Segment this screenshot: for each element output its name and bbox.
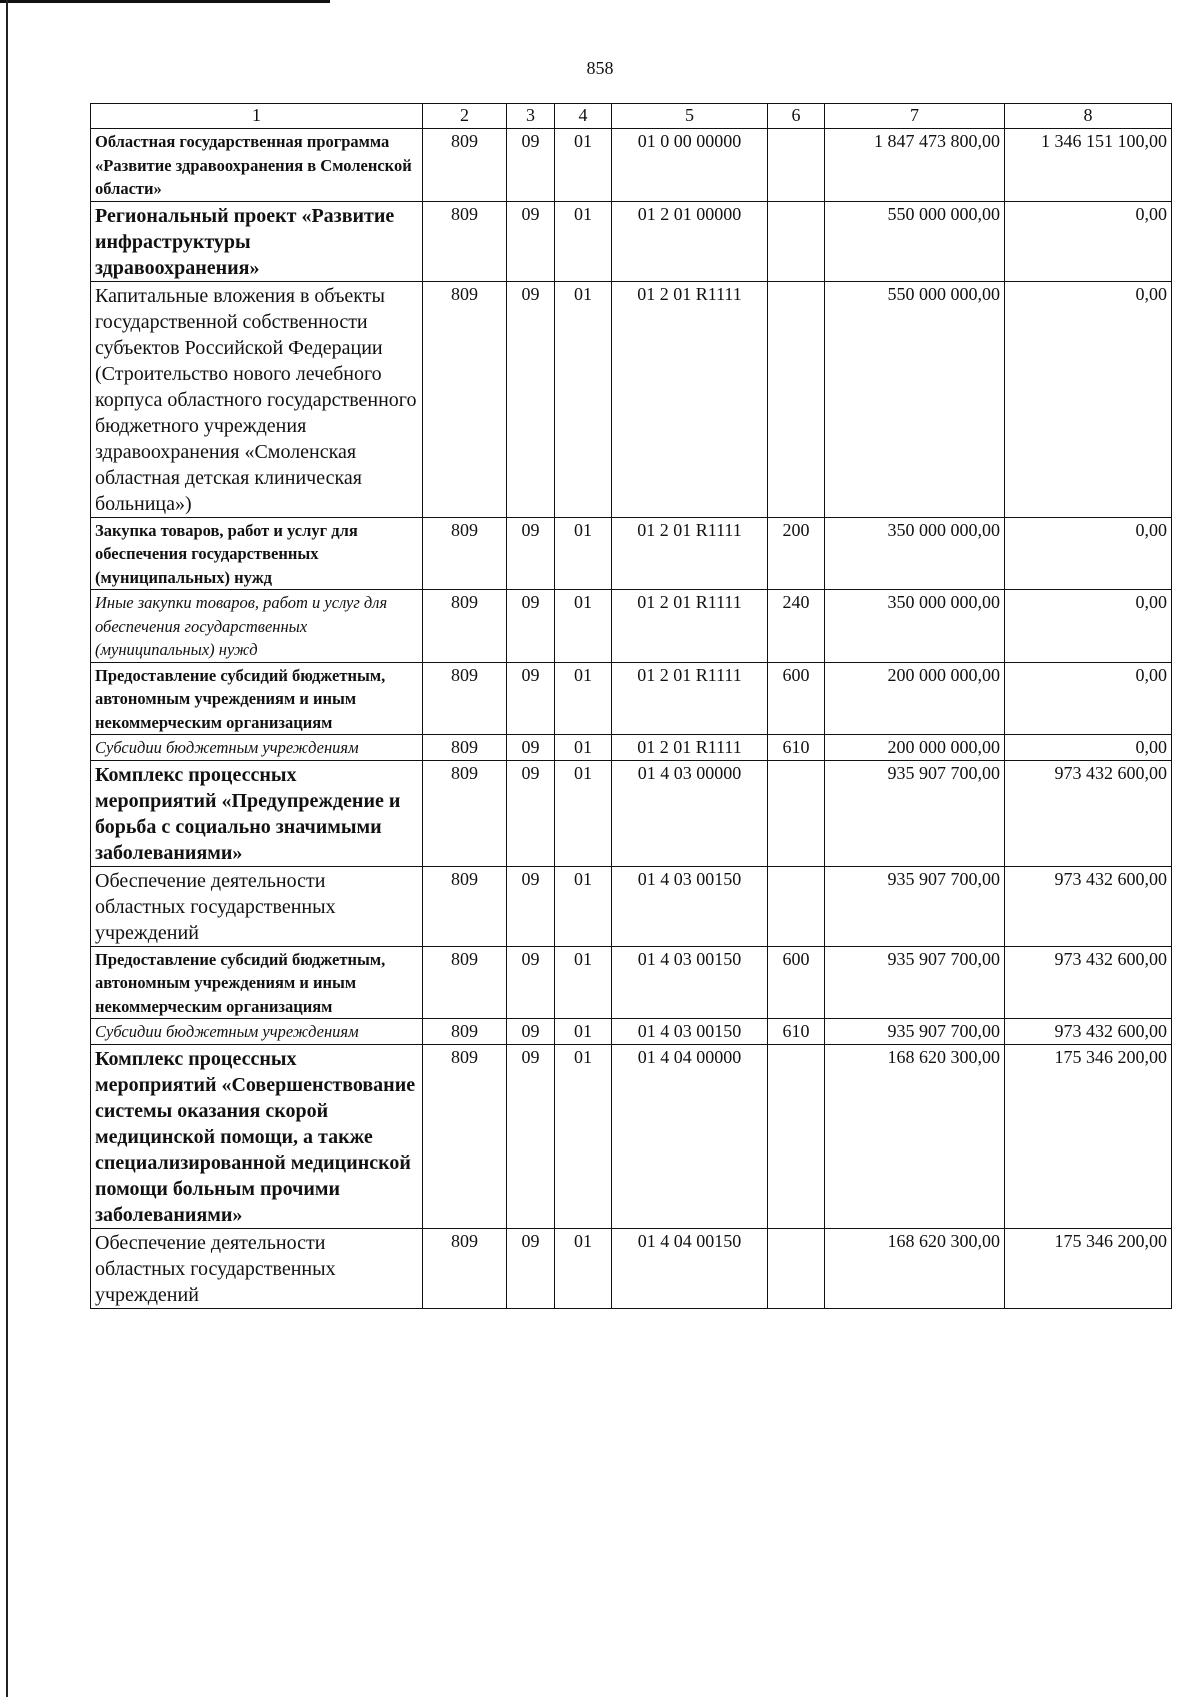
column-header: 2 (423, 104, 507, 129)
row-name-cell: Обеспечение деятельности областных государственных учреждений (91, 866, 423, 946)
scan-top-rule (0, 0, 330, 3)
amount-year-1-cell: 350 000 000,00 (825, 590, 1005, 663)
row-name-cell: Региональный проект «Развитие инфраструктуры здравоохранения» (91, 201, 423, 281)
target-item-cell: 01 2 01 R1111 (612, 735, 768, 761)
amount-year-2-cell: 0,00 (1005, 735, 1172, 761)
target-item-cell: 01 4 04 00150 (612, 1228, 768, 1308)
budget-table (90, 103, 1172, 1309)
amount-year-2-cell: 175 346 200,00 (1005, 1044, 1172, 1228)
amount-year-2-cell: 973 432 600,00 (1005, 760, 1172, 866)
target-item-cell: 01 4 03 00150 (612, 866, 768, 946)
expense-type-cell (768, 1228, 825, 1308)
target-item-cell: 01 4 03 00000 (612, 760, 768, 866)
ministry-code-cell: 809 (423, 1044, 507, 1228)
expense-type-cell: 600 (768, 662, 825, 735)
subsection-code-cell: 01 (555, 517, 612, 590)
subsection-code-cell: 01 (555, 1044, 612, 1228)
table-row (91, 517, 1172, 590)
expense-type-cell (768, 1044, 825, 1228)
row-name-cell: Областная государственная программа «Развитие здравоохранения в Смоленской области» (91, 129, 423, 202)
expense-type-cell (768, 201, 825, 281)
section-code-cell: 09 (507, 662, 555, 735)
table-row (91, 1019, 1172, 1045)
ministry-code-cell: 809 (423, 760, 507, 866)
target-item-cell: 01 4 03 00150 (612, 1019, 768, 1045)
ministry-code-cell: 809 (423, 517, 507, 590)
subsection-code-cell: 01 (555, 590, 612, 663)
section-code-cell: 09 (507, 760, 555, 866)
expense-type-cell: 200 (768, 517, 825, 590)
row-name-cell: Комплекс процессных мероприятий «Совершенствование системы оказания скорой медицинской помощи, а также специализированной медицинской помощи больным прочими заболеваниями» (91, 1044, 423, 1228)
expense-type-cell (768, 129, 825, 202)
amount-year-2-cell: 973 432 600,00 (1005, 946, 1172, 1019)
section-code-cell: 09 (507, 1228, 555, 1308)
section-code-cell: 09 (507, 1019, 555, 1045)
section-code-cell: 09 (507, 129, 555, 202)
subsection-code-cell: 01 (555, 1228, 612, 1308)
target-item-cell: 01 4 04 00000 (612, 1044, 768, 1228)
column-header: 6 (768, 104, 825, 129)
subsection-code-cell: 01 (555, 201, 612, 281)
row-name-cell: Капитальные вложения в объекты государственной собственности субъектов Российской Федерации (Строительство нового лечебного корпуса областного государственного бюджетного учреждения здравоохранения «Смоленская областная детская клиническая больница») (91, 281, 423, 517)
section-code-cell: 09 (507, 590, 555, 663)
column-header: 7 (825, 104, 1005, 129)
subsection-code-cell: 01 (555, 866, 612, 946)
column-header: 3 (507, 104, 555, 129)
table-row (91, 735, 1172, 761)
ministry-code-cell: 809 (423, 866, 507, 946)
table-row (91, 866, 1172, 946)
subsection-code-cell: 01 (555, 760, 612, 866)
column-header: 8 (1005, 104, 1172, 129)
row-name-cell: Субсидии бюджетным учреждениям (91, 735, 423, 761)
expense-type-cell (768, 760, 825, 866)
target-item-cell: 01 2 01 R1111 (612, 517, 768, 590)
ministry-code-cell: 809 (423, 590, 507, 663)
section-code-cell: 09 (507, 735, 555, 761)
row-name-cell: Предоставление субсидий бюджетным, автономным учреждениям и иным некоммерческим организациям (91, 946, 423, 1019)
table-row (91, 129, 1172, 202)
ministry-code-cell: 809 (423, 662, 507, 735)
table-row (91, 281, 1172, 517)
amount-year-1-cell: 935 907 700,00 (825, 946, 1005, 1019)
amount-year-2-cell: 0,00 (1005, 517, 1172, 590)
ministry-code-cell: 809 (423, 1019, 507, 1045)
expense-type-cell: 600 (768, 946, 825, 1019)
row-name-cell: Комплекс процессных мероприятий «Предупреждение и борьба с социально значимыми заболеваниями» (91, 760, 423, 866)
expense-type-cell: 610 (768, 735, 825, 761)
amount-year-1-cell: 350 000 000,00 (825, 517, 1005, 590)
amount-year-2-cell: 0,00 (1005, 662, 1172, 735)
section-code-cell: 09 (507, 201, 555, 281)
table-row (91, 1044, 1172, 1228)
table-row (91, 946, 1172, 1019)
scan-left-rule (6, 0, 8, 1697)
column-number-row (91, 104, 1172, 129)
ministry-code-cell: 809 (423, 946, 507, 1019)
table-row (91, 201, 1172, 281)
subsection-code-cell: 01 (555, 735, 612, 761)
target-item-cell: 01 2 01 R1111 (612, 281, 768, 517)
amount-year-1-cell: 200 000 000,00 (825, 735, 1005, 761)
amount-year-2-cell: 973 432 600,00 (1005, 866, 1172, 946)
column-header: 4 (555, 104, 612, 129)
amount-year-1-cell: 1 847 473 800,00 (825, 129, 1005, 202)
amount-year-2-cell: 0,00 (1005, 590, 1172, 663)
table-row (91, 590, 1172, 663)
amount-year-1-cell: 168 620 300,00 (825, 1228, 1005, 1308)
amount-year-1-cell: 935 907 700,00 (825, 760, 1005, 866)
expense-type-cell: 240 (768, 590, 825, 663)
page-number: 858 (586, 58, 614, 78)
amount-year-1-cell: 935 907 700,00 (825, 1019, 1005, 1045)
target-item-cell: 01 0 00 00000 (612, 129, 768, 202)
row-name-cell: Субсидии бюджетным учреждениям (91, 1019, 423, 1045)
amount-year-1-cell: 550 000 000,00 (825, 201, 1005, 281)
row-name-cell: Предоставление субсидий бюджетным, автономным учреждениям и иным некоммерческим организациям (91, 662, 423, 735)
amount-year-1-cell: 200 000 000,00 (825, 662, 1005, 735)
ministry-code-cell: 809 (423, 201, 507, 281)
table-row (91, 760, 1172, 866)
subsection-code-cell: 01 (555, 129, 612, 202)
amount-year-1-cell: 168 620 300,00 (825, 1044, 1005, 1228)
expense-type-cell (768, 866, 825, 946)
expense-type-cell (768, 281, 825, 517)
column-header: 5 (612, 104, 768, 129)
ministry-code-cell: 809 (423, 129, 507, 202)
target-item-cell: 01 2 01 R1111 (612, 590, 768, 663)
section-code-cell: 09 (507, 1044, 555, 1228)
target-item-cell: 01 4 03 00150 (612, 946, 768, 1019)
target-item-cell: 01 2 01 R1111 (612, 662, 768, 735)
target-item-cell: 01 2 01 00000 (612, 201, 768, 281)
amount-year-2-cell: 175 346 200,00 (1005, 1228, 1172, 1308)
amount-year-2-cell: 973 432 600,00 (1005, 1019, 1172, 1045)
amount-year-2-cell: 0,00 (1005, 281, 1172, 517)
amount-year-2-cell: 1 346 151 100,00 (1005, 129, 1172, 202)
ministry-code-cell: 809 (423, 281, 507, 517)
ministry-code-cell: 809 (423, 735, 507, 761)
amount-year-1-cell: 550 000 000,00 (825, 281, 1005, 517)
table-row (91, 662, 1172, 735)
ministry-code-cell: 809 (423, 1228, 507, 1308)
subsection-code-cell: 01 (555, 281, 612, 517)
subsection-code-cell: 01 (555, 1019, 612, 1045)
section-code-cell: 09 (507, 866, 555, 946)
subsection-code-cell: 01 (555, 662, 612, 735)
row-name-cell: Иные закупки товаров, работ и услуг для обеспечения государственных (муниципальных) нужд (91, 590, 423, 663)
section-code-cell: 09 (507, 517, 555, 590)
expense-type-cell: 610 (768, 1019, 825, 1045)
amount-year-2-cell: 0,00 (1005, 201, 1172, 281)
table-row (91, 1228, 1172, 1308)
section-code-cell: 09 (507, 946, 555, 1019)
amount-year-1-cell: 935 907 700,00 (825, 866, 1005, 946)
column-header: 1 (91, 104, 423, 129)
section-code-cell: 09 (507, 281, 555, 517)
subsection-code-cell: 01 (555, 946, 612, 1019)
row-name-cell: Закупка товаров, работ и услуг для обеспечения государственных (муниципальных) нужд (91, 517, 423, 590)
row-name-cell: Обеспечение деятельности областных государственных учреждений (91, 1228, 423, 1308)
